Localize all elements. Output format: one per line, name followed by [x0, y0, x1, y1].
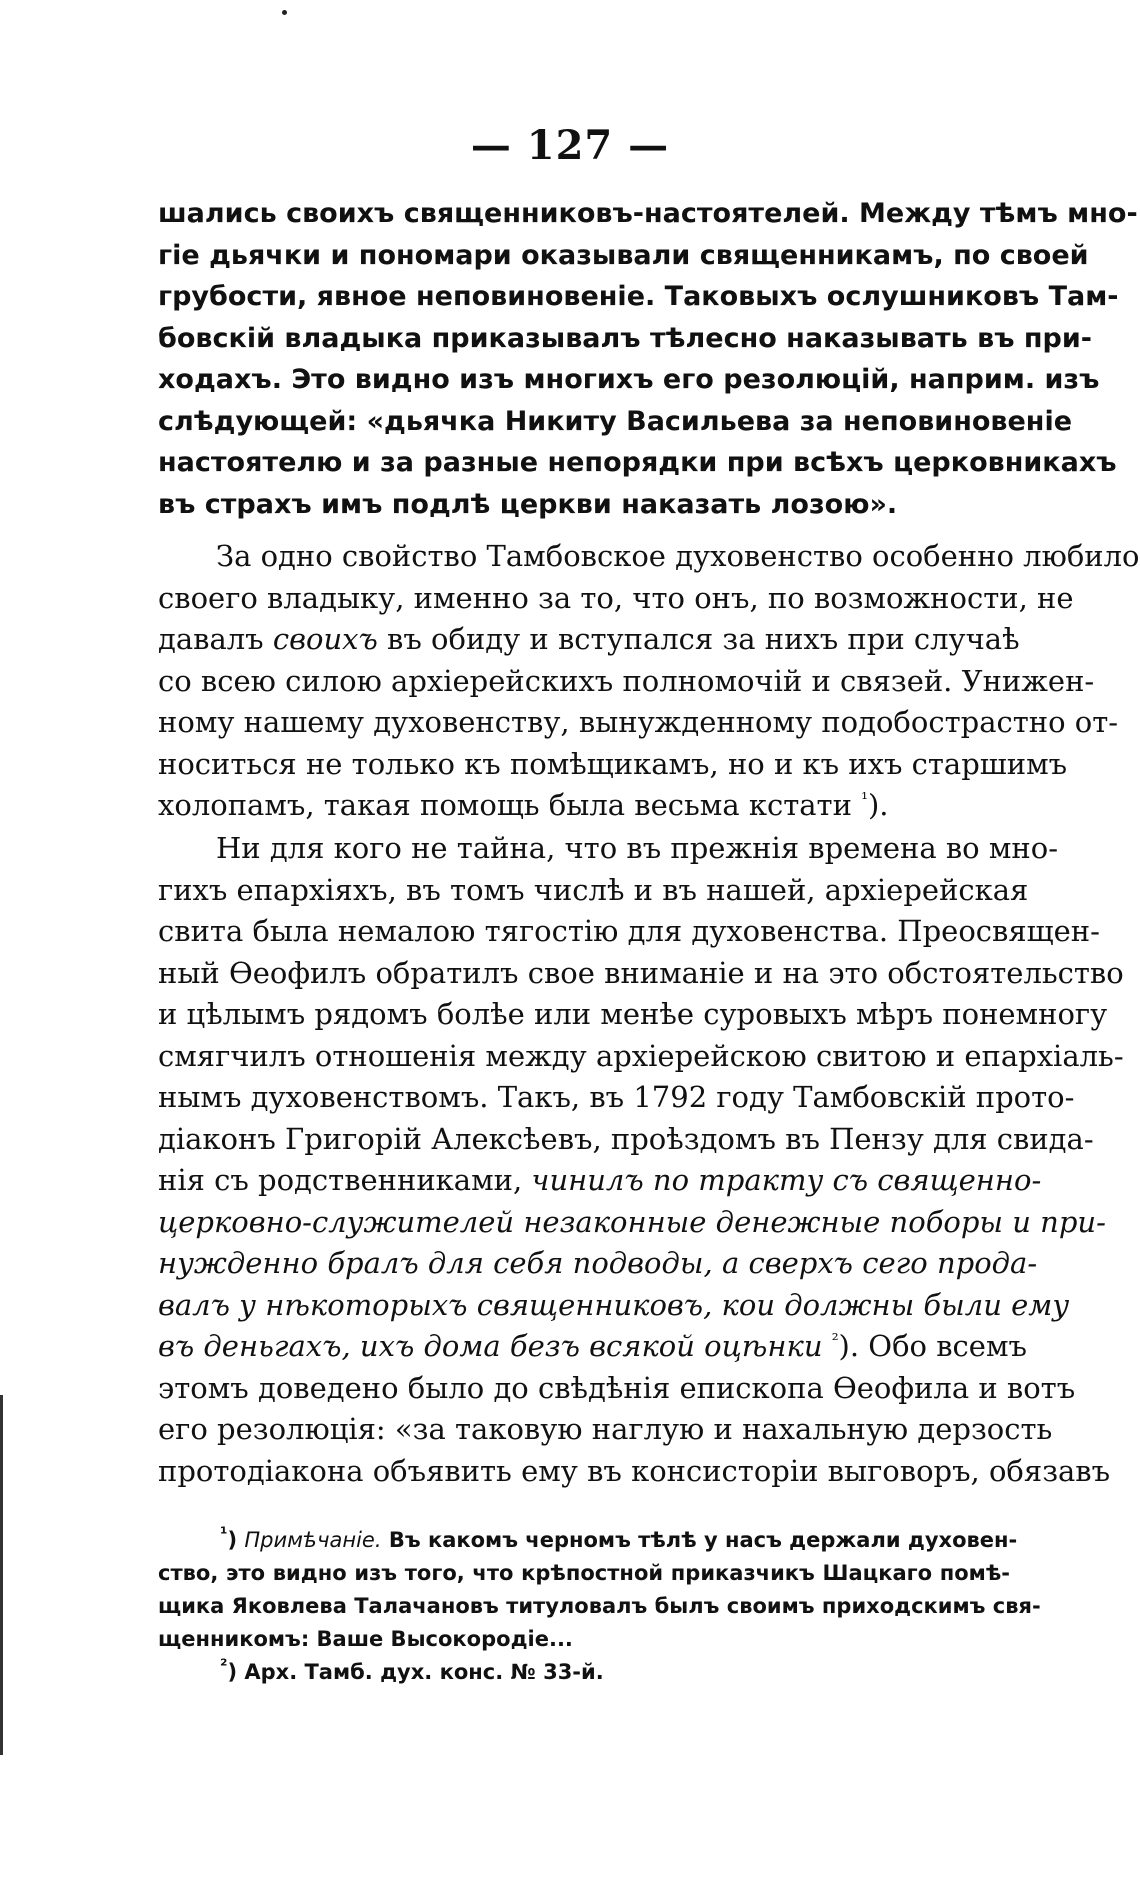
footnote-line: щика Яковлева Талачановъ титуловалъ былъ своимъ приходскимъ свя-	[158, 1594, 1041, 1618]
scan-margin-line	[0, 1395, 3, 1755]
footnote-2: $^{^2}$) Арх. Тамб. дух. конс. № 33-й.	[220, 1656, 604, 1684]
text-line: шались своихъ священниковъ-настоятелей. Между тѣмъ мно-	[158, 198, 1138, 229]
text-line: ходахъ. Это видно изъ многихъ его резолюцій, наприм. изъ	[158, 364, 1100, 395]
text-line: настоятелю и за разные непорядки при всѣхъ церковникахъ	[158, 447, 1117, 478]
page-number: — 127 —	[470, 122, 670, 169]
emphasis: своихъ	[272, 622, 378, 656]
text-line: холопамъ, такая помощь была весьма кстати $^{^1}$).	[158, 788, 889, 822]
footnote-label: Примѣчаніе.	[244, 1528, 382, 1552]
text-line	[158, 1243, 1038, 1285]
footnotes	[158, 1524, 1041, 1689]
text-line: смягчилъ отношенія между архіерейскою свитою и епархіаль-	[158, 1038, 1124, 1073]
text-line: грубости, явное неповиновеніе. Таковыхъ ослушниковъ Там-	[158, 281, 1119, 312]
text-line: діаконъ Григорій Алексѣевъ, проѣздомъ въ Пензу для свида-	[158, 1121, 1094, 1156]
text-line: слѣдующей: «дьячка Никиту Васильева за неповиновеніе	[158, 405, 1073, 437]
emphasis: нужденно бралъ для себя подводы,	[158, 1246, 713, 1280]
text-line: За одно свойство Тамбовское духовенство особенно любило	[216, 539, 1140, 573]
text-line: и цѣлымъ рядомъ болѣе или менѣе суровыхъ мѣръ понемногу	[158, 997, 1108, 1031]
text-line: нія съ родственниками, чинилъ по тракту съ священно-	[158, 1163, 1042, 1197]
scan-speck	[282, 10, 287, 15]
text-line: гихъ епархіяхъ, въ томъ числѣ и въ нашей, архіерейская	[158, 872, 1029, 907]
footnote-mark-1: ¹	[220, 1524, 228, 1544]
footnote-ref-1: ¹	[861, 789, 868, 810]
text-line: его резолюція: «за таковую наглую и нахальную дерзость	[158, 1412, 1053, 1446]
text-line	[158, 1202, 1106, 1244]
text-line: бовскій владыка приказывалъ тѣлесно наказывать въ при-	[158, 322, 1093, 354]
footnote-line: ство, это видно изъ того, что крѣпостной приказчикъ Шацкаго помѣ-	[158, 1561, 1010, 1585]
text-line: Ни для кого не тайна, что въ прежнія времена во мно-	[216, 831, 1059, 865]
text-line: протодіакона объявить ему въ консисторіи выговоръ, обязавъ	[158, 1453, 1111, 1488]
text-line: со всею силою архіерейскихъ полномочій и связей. Унижен-	[158, 663, 1095, 698]
text-line: гіе дьячки и пономари оказывали священникамъ, по своей	[158, 239, 1089, 271]
footnote-ref-2: ²	[831, 1330, 839, 1351]
emphasis: чинилъ по тракту съ священно-	[531, 1163, 1042, 1197]
footnote-line: щенникомъ: Ваше Высокородіе...	[158, 1627, 573, 1651]
footnote-mark-2: ²	[220, 1656, 228, 1676]
emphasis: валъ у нѣкоторыхъ священниковъ, кои должны были ему	[158, 1287, 1070, 1322]
text-line: ный Ѳеофилъ обратилъ свое вниманіе и на это обстоятельство	[158, 955, 1124, 990]
text-line: давалъ своихъ въ обиду и вступался за нихъ при случаѣ	[158, 622, 1020, 656]
emphasis: а сверхъ сего прода-	[721, 1246, 1038, 1280]
paragraph-1	[158, 193, 1138, 525]
paragraph-3	[158, 828, 1124, 1492]
text-line: нымъ духовенствомъ. Такъ, въ 1792 году Тамбовскій прото-	[158, 1080, 1075, 1114]
text-line: свита была немалою тягостію для духовенства. Преосвящен-	[158, 914, 1100, 948]
text-line: своего владыку, именно за то, что онъ, по возможности, не	[158, 580, 1074, 615]
text-line: носиться не только къ помѣщикамъ, но и къ ихъ старшимъ	[158, 746, 1068, 781]
text-line: въ деньгахъ, ихъ дома безъ всякой оцѣнки $^{^2}$). Обо всемъ	[158, 1329, 1027, 1363]
footnote-1: $^{^1}$) Примѣчаніе. Въ какомъ черномъ тѣлѣ у насъ держали духовен-	[220, 1524, 1018, 1552]
text-line: этомъ доведено было до свѣдѣнія епископа Ѳеофила и вотъ	[158, 1370, 1076, 1405]
paragraph-2	[158, 536, 1140, 827]
emphasis: въ деньгахъ, ихъ дома безъ всякой оцѣнки	[158, 1329, 823, 1363]
text-line: ному нашему духовенству, вынужденному подобострастно от-	[158, 705, 1119, 739]
text-line	[158, 1285, 1070, 1327]
emphasis: церковно-служителей незаконные денежные поборы и при-	[158, 1204, 1106, 1239]
text-line: въ страхъ имъ подлѣ церкви наказать лозою».	[158, 488, 898, 520]
